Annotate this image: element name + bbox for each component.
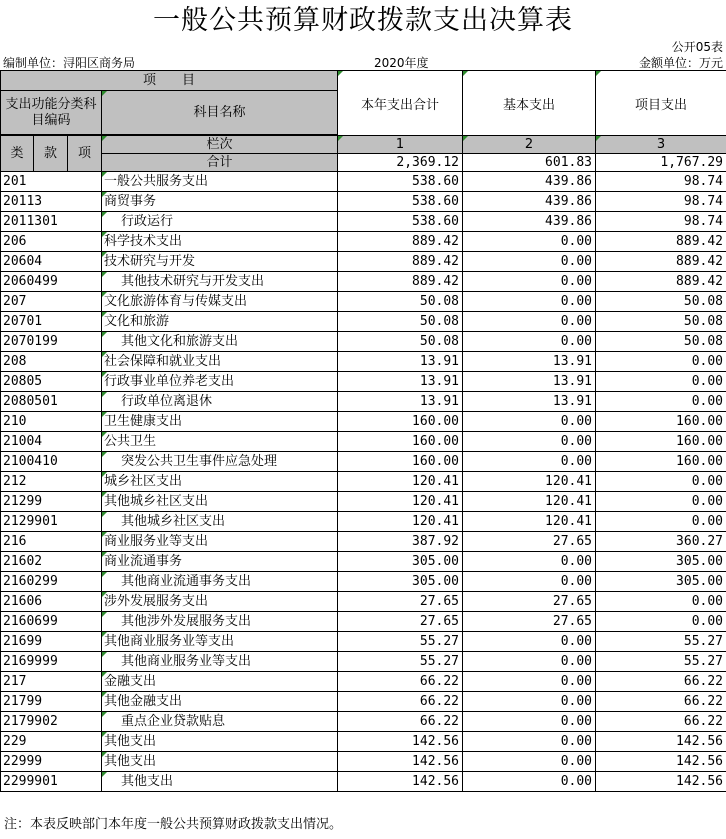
row-project: 889.42 <box>596 272 726 292</box>
header-row-index: 栏次 <box>102 136 338 154</box>
amount-unit-label: 金额单位：万元 <box>638 56 723 70</box>
row-subject-name: 城乡社区支出 <box>102 472 338 492</box>
row-basic: 439.86 <box>463 192 596 212</box>
row-code: 216 <box>1 532 102 552</box>
row-project: 0.00 <box>596 512 726 532</box>
table-row <box>1 212 726 232</box>
row-total: 538.60 <box>338 212 463 232</box>
row-project: 50.08 <box>596 332 726 352</box>
row-subject-name: 文化和旅游 <box>102 312 338 332</box>
table-row <box>1 312 726 332</box>
row-subject-name: 其他支出 <box>102 772 338 792</box>
table-row <box>1 732 726 752</box>
row-basic: 0.00 <box>463 452 596 472</box>
row-basic: 0.00 <box>463 232 596 252</box>
row-project: 50.08 <box>596 292 726 312</box>
row-code: 21299 <box>1 492 102 512</box>
row-basic: 0.00 <box>463 692 596 712</box>
row-project: 305.00 <box>596 572 726 592</box>
row-total: 889.42 <box>338 272 463 292</box>
row-code: 2179902 <box>1 712 102 732</box>
row-subject-name: 金融支出 <box>102 672 338 692</box>
header-index-3: 3 <box>596 136 726 154</box>
row-subject-name: 其他文化和旅游支出 <box>102 332 338 352</box>
row-total: 13.91 <box>338 372 463 392</box>
header-col-total: 本年支出合计 <box>338 71 463 136</box>
row-basic: 0.00 <box>463 672 596 692</box>
row-total: 538.60 <box>338 172 463 192</box>
row-subject-name: 其他商业流通事务支出 <box>102 572 338 592</box>
row-total: 160.00 <box>338 412 463 432</box>
table-row <box>1 372 726 392</box>
row-total: 305.00 <box>338 572 463 592</box>
table-row <box>1 592 726 612</box>
row-code: 2080501 <box>1 392 102 412</box>
header-subject-name: 科目名称 <box>102 91 338 135</box>
row-total: 50.08 <box>338 332 463 352</box>
row-subject-name: 行政运行 <box>102 212 338 232</box>
row-project: 98.74 <box>596 212 726 232</box>
table-row <box>1 452 726 472</box>
row-total: 55.27 <box>338 632 463 652</box>
row-total: 305.00 <box>338 552 463 572</box>
row-basic: 0.00 <box>463 772 596 792</box>
row-total: 142.56 <box>338 732 463 752</box>
row-basic: 439.86 <box>463 212 596 232</box>
row-code: 21004 <box>1 432 102 452</box>
table-row <box>1 532 726 552</box>
table-row <box>1 692 726 712</box>
row-basic: 0.00 <box>463 732 596 752</box>
row-basic: 0.00 <box>463 272 596 292</box>
row-project: 0.00 <box>596 352 726 372</box>
row-subject-name: 商贸事务 <box>102 192 338 212</box>
row-basic: 27.65 <box>463 592 596 612</box>
table-row <box>1 192 726 212</box>
footnote: 注：本表反映部门本年度一般公共预算财政拨款支出情况。 <box>4 817 343 832</box>
row-total: 66.22 <box>338 692 463 712</box>
table-row <box>1 272 726 292</box>
row-subject-name: 其他商业服务业等支出 <box>102 652 338 672</box>
row-subject-name: 社会保障和就业支出 <box>102 352 338 372</box>
table-row <box>1 512 726 532</box>
row-basic: 120.41 <box>463 492 596 512</box>
table-row <box>1 572 726 592</box>
row-project: 889.42 <box>596 232 726 252</box>
row-code: 2070199 <box>1 332 102 352</box>
row-code: 2160299 <box>1 572 102 592</box>
row-code: 20604 <box>1 252 102 272</box>
row-code: 208 <box>1 352 102 372</box>
row-code: 207 <box>1 292 102 312</box>
row-basic: 27.65 <box>463 532 596 552</box>
table-row <box>1 472 726 492</box>
row-total: 538.60 <box>338 192 463 212</box>
header-index-2: 2 <box>463 136 596 154</box>
report-title: 一般公共预算财政拨款支出决算表 <box>153 5 573 36</box>
row-total: 55.27 <box>338 652 463 672</box>
row-total: 50.08 <box>338 312 463 332</box>
row-total: 142.56 <box>338 752 463 772</box>
row-total: 120.41 <box>338 512 463 532</box>
row-total: 120.41 <box>338 492 463 512</box>
row-code: 229 <box>1 732 102 752</box>
row-code: 21606 <box>1 592 102 612</box>
table-row <box>1 652 726 672</box>
total-label: 合计 <box>102 154 338 172</box>
form-code: 公开05表 <box>671 40 723 54</box>
row-total: 66.22 <box>338 712 463 732</box>
expenditure-table <box>0 70 726 792</box>
row-subject-name: 涉外发展服务支出 <box>102 592 338 612</box>
header-col-basic: 基本支出 <box>463 71 596 136</box>
row-basic: 0.00 <box>463 652 596 672</box>
table-row <box>1 552 726 572</box>
row-code: 206 <box>1 232 102 252</box>
row-basic: 120.41 <box>463 472 596 492</box>
row-code: 21602 <box>1 552 102 572</box>
row-code: 2011301 <box>1 212 102 232</box>
row-code: 217 <box>1 672 102 692</box>
row-subject-name: 文化旅游体育与传媒支出 <box>102 292 338 312</box>
row-basic: 120.41 <box>463 512 596 532</box>
header-col-project: 项目支出 <box>596 71 726 136</box>
row-project: 50.08 <box>596 312 726 332</box>
table-row <box>1 172 726 192</box>
row-basic: 0.00 <box>463 632 596 652</box>
row-basic: 0.00 <box>463 252 596 272</box>
row-total: 13.91 <box>338 352 463 372</box>
row-total: 27.65 <box>338 592 463 612</box>
row-code: 2060499 <box>1 272 102 292</box>
row-project: 360.27 <box>596 532 726 552</box>
table-row <box>1 672 726 692</box>
row-subject-name: 其他涉外发展服务支出 <box>102 612 338 632</box>
table-row <box>1 752 726 772</box>
row-subject-name: 其他支出 <box>102 732 338 752</box>
row-subject-name: 其他金融支出 <box>102 692 338 712</box>
row-code: 21699 <box>1 632 102 652</box>
row-basic: 0.00 <box>463 312 596 332</box>
table-row <box>1 292 726 312</box>
row-subject-name: 行政事业单位养老支出 <box>102 372 338 392</box>
table-row <box>1 332 726 352</box>
row-total: 50.08 <box>338 292 463 312</box>
row-total: 27.65 <box>338 612 463 632</box>
table-row <box>1 772 726 792</box>
total-project: 1,767.29 <box>596 154 726 172</box>
row-subject-name: 突发公共卫生事件应急处理 <box>102 452 338 472</box>
total-basic: 601.83 <box>463 154 596 172</box>
table-row <box>1 432 726 452</box>
table-row <box>1 712 726 732</box>
row-basic: 0.00 <box>463 572 596 592</box>
table-row <box>1 252 726 272</box>
header-index-1: 1 <box>338 136 463 154</box>
unit-label: 编制单位：浔阳区商务局 <box>3 56 136 70</box>
row-subject-name: 其他商业服务业等支出 <box>102 632 338 652</box>
row-project: 142.56 <box>596 752 726 772</box>
row-basic: 27.65 <box>463 612 596 632</box>
row-code: 2160699 <box>1 612 102 632</box>
row-project: 889.42 <box>596 252 726 272</box>
row-subject-name: 科学技术支出 <box>102 232 338 252</box>
row-basic: 13.91 <box>463 392 596 412</box>
row-total: 387.92 <box>338 532 463 552</box>
header-lei: 类 <box>1 136 34 172</box>
row-project: 66.22 <box>596 692 726 712</box>
year-label: 2020年度 <box>374 56 429 70</box>
row-subject-name: 商业流通事务 <box>102 552 338 572</box>
row-basic: 0.00 <box>463 752 596 772</box>
table-row <box>1 632 726 652</box>
row-project: 0.00 <box>596 492 726 512</box>
row-basic: 0.00 <box>463 432 596 452</box>
row-basic: 439.86 <box>463 172 596 192</box>
row-subject-name: 重点企业贷款贴息 <box>102 712 338 732</box>
row-subject-name: 公共卫生 <box>102 432 338 452</box>
row-project: 0.00 <box>596 372 726 392</box>
table-row <box>1 232 726 252</box>
row-code: 210 <box>1 412 102 432</box>
row-project: 160.00 <box>596 412 726 432</box>
row-subject-name: 其他支出 <box>102 752 338 772</box>
row-subject-name: 卫生健康支出 <box>102 412 338 432</box>
row-total: 120.41 <box>338 472 463 492</box>
row-code: 21799 <box>1 692 102 712</box>
row-project: 0.00 <box>596 592 726 612</box>
row-subject-name: 行政单位离退休 <box>102 392 338 412</box>
row-project: 160.00 <box>596 432 726 452</box>
row-basic: 13.91 <box>463 372 596 392</box>
row-basic: 0.00 <box>463 552 596 572</box>
row-basic: 0.00 <box>463 712 596 732</box>
row-total: 66.22 <box>338 672 463 692</box>
row-code: 20805 <box>1 372 102 392</box>
row-subject-name: 其他城乡社区支出 <box>102 512 338 532</box>
table-row <box>1 492 726 512</box>
header-kuan: 款 <box>34 136 68 172</box>
row-project: 66.22 <box>596 672 726 692</box>
row-code: 2169999 <box>1 652 102 672</box>
row-subject-name: 技术研究与开发 <box>102 252 338 272</box>
row-subject-name: 一般公共服务支出 <box>102 172 338 192</box>
row-code: 2299901 <box>1 772 102 792</box>
row-project: 55.27 <box>596 632 726 652</box>
row-subject-name: 商业服务业等支出 <box>102 532 338 552</box>
row-subject-name: 其他城乡社区支出 <box>102 492 338 512</box>
row-project: 0.00 <box>596 392 726 412</box>
row-code: 2100410 <box>1 452 102 472</box>
table-row <box>1 412 726 432</box>
row-project: 142.56 <box>596 772 726 792</box>
row-project: 142.56 <box>596 732 726 752</box>
row-total: 142.56 <box>338 772 463 792</box>
row-basic: 0.00 <box>463 292 596 312</box>
row-project: 160.00 <box>596 452 726 472</box>
total-sum: 2,369.12 <box>338 154 463 172</box>
row-basic: 0.00 <box>463 412 596 432</box>
row-total: 889.42 <box>338 232 463 252</box>
row-project: 98.74 <box>596 192 726 212</box>
row-total: 13.91 <box>338 392 463 412</box>
row-project: 55.27 <box>596 652 726 672</box>
row-code: 22999 <box>1 752 102 772</box>
row-project: 0.00 <box>596 612 726 632</box>
row-subject-name: 其他技术研究与开发支出 <box>102 272 338 292</box>
table-row <box>1 392 726 412</box>
header-item: 项 目 <box>1 71 338 91</box>
row-total: 160.00 <box>338 452 463 472</box>
row-code: 20113 <box>1 192 102 212</box>
table-row <box>1 612 726 632</box>
row-code: 20701 <box>1 312 102 332</box>
row-project: 305.00 <box>596 552 726 572</box>
row-project: 0.00 <box>596 472 726 492</box>
header-func-code: 支出功能分类科目编码 <box>1 91 102 135</box>
row-basic: 0.00 <box>463 332 596 352</box>
row-basic: 13.91 <box>463 352 596 372</box>
row-total: 889.42 <box>338 252 463 272</box>
row-code: 201 <box>1 172 102 192</box>
table-row <box>1 352 726 372</box>
row-code: 212 <box>1 472 102 492</box>
row-project: 66.22 <box>596 712 726 732</box>
header-xiang: 项 <box>68 136 102 172</box>
row-code: 2129901 <box>1 512 102 532</box>
row-project: 98.74 <box>596 172 726 192</box>
row-total: 160.00 <box>338 432 463 452</box>
